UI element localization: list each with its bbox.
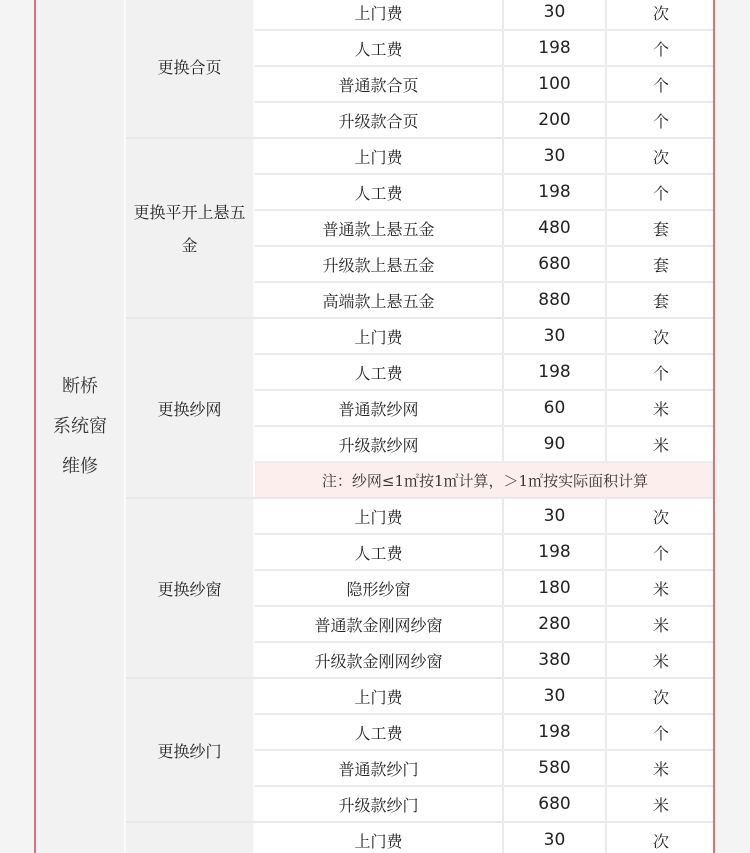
price-cell: 100 xyxy=(504,67,607,101)
item-cell: 上门费 xyxy=(255,0,504,29)
price-cell: 580 xyxy=(504,751,607,785)
price-cell: 198 xyxy=(504,355,607,389)
unit-cell: 次 xyxy=(652,831,669,851)
table-row xyxy=(255,283,713,317)
item-cell: 升级款纱网 xyxy=(255,427,504,461)
unit-cell: 个 xyxy=(652,183,669,203)
item-cell: 上门费 xyxy=(255,823,504,853)
item-cell: 普通款纱网 xyxy=(255,391,504,425)
table-row xyxy=(255,643,713,677)
price-cell: 280 xyxy=(504,607,607,641)
price-cell: 200 xyxy=(504,103,607,137)
unit-cell: 次 xyxy=(652,687,669,707)
unit-cell: 套 xyxy=(652,291,669,311)
group-label xyxy=(126,823,253,853)
table-row xyxy=(255,499,713,533)
table-row xyxy=(255,391,713,425)
unit-cell: 米 xyxy=(652,399,669,419)
item-cell: 人工费 xyxy=(255,31,504,65)
table-row xyxy=(255,139,713,173)
unit-cell: 个 xyxy=(652,363,669,383)
category-label-line: 维修 xyxy=(62,455,98,477)
item-cell: 上门费 xyxy=(255,499,504,533)
price-cell: 30 xyxy=(504,319,607,353)
price-cell: 680 xyxy=(504,787,607,821)
table-row xyxy=(255,103,713,137)
item-cell: 人工费 xyxy=(255,175,504,209)
price-cell: 198 xyxy=(504,715,607,749)
table-row xyxy=(255,355,713,389)
unit-cell: 次 xyxy=(652,147,669,167)
price-table xyxy=(36,0,713,853)
unit-cell: 个 xyxy=(652,723,669,743)
category-label-line: 断桥 xyxy=(62,375,98,397)
group-label-text: 更换纱窗 xyxy=(157,579,222,599)
item-cell: 普通款上悬五金 xyxy=(255,211,504,245)
table-row xyxy=(255,247,713,281)
item-cell: 隐形纱窗 xyxy=(255,571,504,605)
group-label xyxy=(126,499,253,679)
unit-cell: 个 xyxy=(652,111,669,131)
group-label xyxy=(126,139,253,319)
item-cell: 高端款上悬五金 xyxy=(255,283,504,317)
table-row xyxy=(255,31,713,65)
table-row xyxy=(255,319,713,353)
price-cell: 198 xyxy=(504,175,607,209)
price-cell: 30 xyxy=(504,499,607,533)
price-cell: 380 xyxy=(504,643,607,677)
unit-cell: 米 xyxy=(652,759,669,779)
table-row xyxy=(255,535,713,569)
table-row xyxy=(255,607,713,641)
price-cell: 30 xyxy=(504,679,607,713)
category-cell xyxy=(36,0,124,853)
price-cell: 180 xyxy=(504,571,607,605)
table-row xyxy=(255,715,713,749)
group-label-text: 更换纱门 xyxy=(157,741,222,761)
price-cell: 480 xyxy=(504,211,607,245)
group-label-text: 更换平开上悬五金 xyxy=(133,203,246,255)
item-cell: 普通款金刚网纱窗 xyxy=(255,607,504,641)
unit-cell: 套 xyxy=(652,219,669,239)
price-cell: 60 xyxy=(504,391,607,425)
item-cell: 升级款金刚网纱窗 xyxy=(255,643,504,677)
table-row xyxy=(255,67,713,101)
price-cell: 30 xyxy=(504,139,607,173)
price-cell: 680 xyxy=(504,247,607,281)
unit-cell: 次 xyxy=(652,327,669,347)
table-row xyxy=(255,571,713,605)
item-cell: 上门费 xyxy=(255,319,504,353)
category-label xyxy=(53,367,107,487)
price-cell: 198 xyxy=(504,535,607,569)
group-label xyxy=(126,679,253,823)
item-cell: 普通款合页 xyxy=(255,67,504,101)
item-cell: 升级款合页 xyxy=(255,103,504,137)
price-cell: 880 xyxy=(504,283,607,317)
group-label-text: 更换纱网 xyxy=(157,399,222,419)
table-row xyxy=(255,175,713,209)
price-cell: 198 xyxy=(504,31,607,65)
group-label xyxy=(126,319,253,499)
group-label xyxy=(126,0,253,139)
unit-cell: 米 xyxy=(652,615,669,635)
item-cell: 上门费 xyxy=(255,139,504,173)
note-row: 注：纱网≤1㎡按1㎡计算，＞1㎡按实际面积计算 xyxy=(255,463,713,497)
item-cell: 上门费 xyxy=(255,679,504,713)
category-label-line: 系统窗 xyxy=(53,415,107,437)
unit-cell: 套 xyxy=(652,255,669,275)
price-cell: 30 xyxy=(504,0,607,29)
unit-cell: 米 xyxy=(652,651,669,671)
unit-cell: 米 xyxy=(652,579,669,599)
group-label-text: 更换合页 xyxy=(157,57,222,77)
item-cell: 人工费 xyxy=(255,535,504,569)
item-cell: 人工费 xyxy=(255,355,504,389)
item-cell: 普通款纱门 xyxy=(255,751,504,785)
table-row xyxy=(255,751,713,785)
table-row xyxy=(255,427,713,461)
unit-cell: 米 xyxy=(652,435,669,455)
unit-cell: 米 xyxy=(652,795,669,815)
unit-cell: 个 xyxy=(652,39,669,59)
price-cell: 90 xyxy=(504,427,607,461)
table-row xyxy=(255,211,713,245)
table-row xyxy=(255,823,713,853)
price-cell: 30 xyxy=(504,823,607,853)
table-row xyxy=(255,679,713,713)
unit-cell: 次 xyxy=(652,3,669,23)
unit-cell: 次 xyxy=(652,507,669,527)
table-row xyxy=(255,787,713,821)
unit-cell: 个 xyxy=(652,543,669,563)
item-cell: 人工费 xyxy=(255,715,504,749)
item-cell: 升级款纱门 xyxy=(255,787,504,821)
item-cell: 升级款上悬五金 xyxy=(255,247,504,281)
table-row xyxy=(255,0,713,29)
unit-cell: 个 xyxy=(652,75,669,95)
